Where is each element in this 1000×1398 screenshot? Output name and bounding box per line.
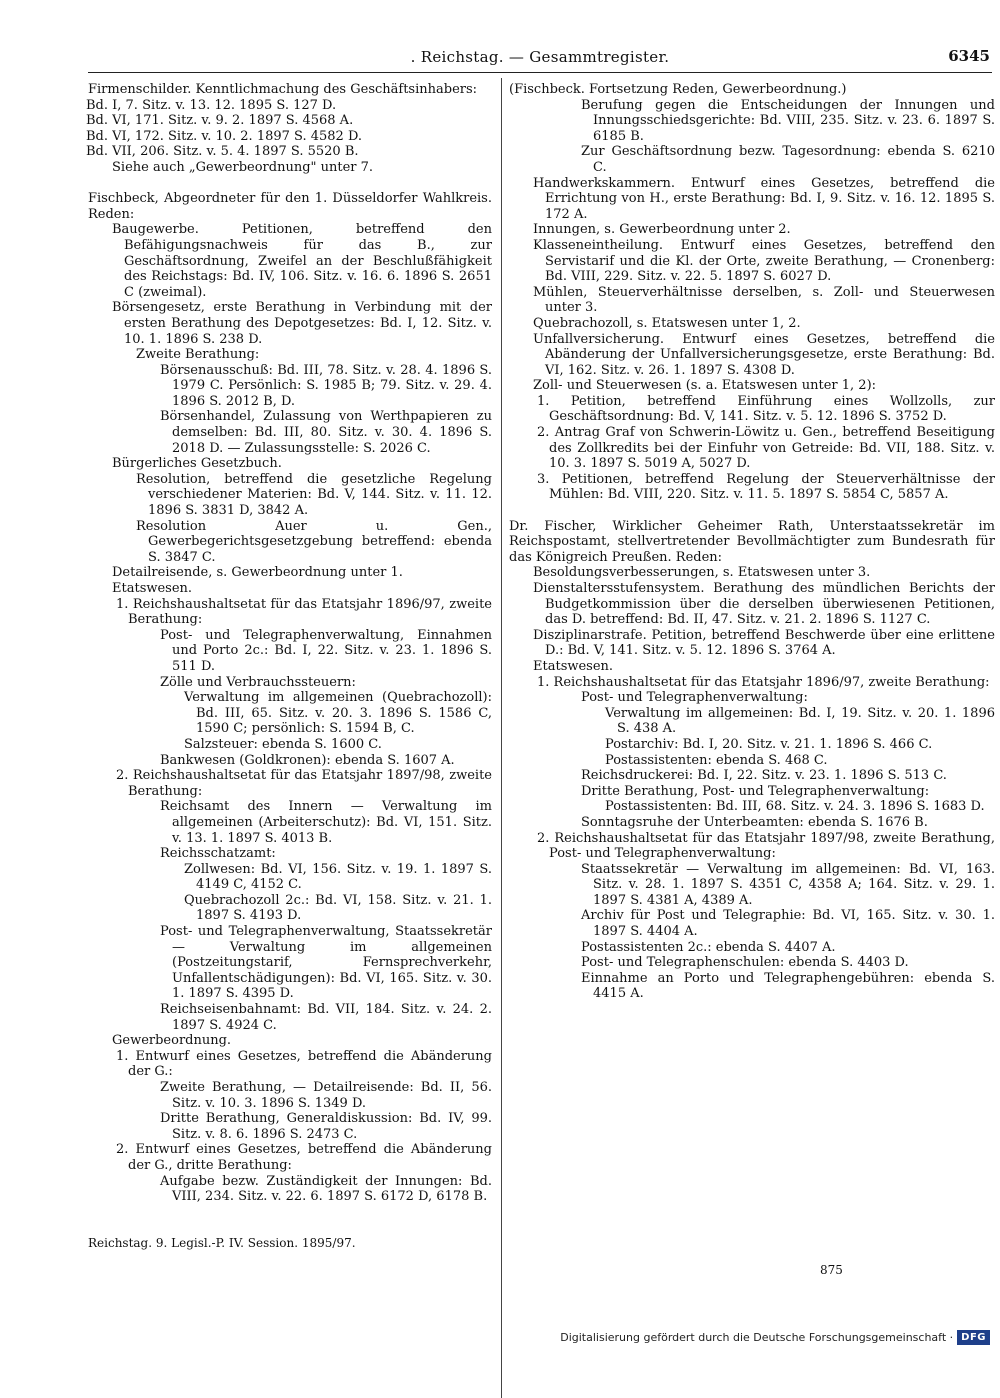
index-entry: Postarchiv: Bd. I, 20. Sitz. v. 21. 1. 1896 S. 466 C.	[605, 736, 933, 752]
index-entry: Klasseneintheilung. Entwurf eines Gesetzes, betreffend den Servistarif und die Kl. der Orte, zweite Berathung, — Cronenberg: Bd. VIII, 229. Sitz. v. 22. 5. 1897 S. 6027 D.	[533, 237, 1000, 285]
index-entry: Quebrachozoll 2c.: Bd. VI, 158. Sitz. v. 21. 1. 1897 S. 4193 D.	[184, 892, 497, 924]
index-entry	[509, 503, 995, 519]
index-entry: 1. Reichshaushaltsetat für das Etatsjahr 1896/97, zweite Berathung:	[537, 674, 990, 690]
index-entry: Bürgerliches Gesetzbuch.	[112, 456, 282, 472]
footer-source: Reichstag. 9. Legisl.-P. IV. Session. 1895/97.	[88, 1236, 356, 1250]
dfg-logo: DFG	[957, 1330, 990, 1345]
index-entry: Etatswesen.	[112, 581, 193, 596]
index-entry: Bd. VI, 172. Sitz. v. 10. 2. 1897 S. 4582 D.	[86, 128, 363, 144]
index-entry: Verwaltung im allgemeinen (Quebrachozoll): Bd. III, 65. Sitz. v. 20. 3. 1896 S. 1586 C, 1590 C; persönlich: S. 1594 B, C.	[184, 690, 497, 737]
index-entry: Reichsschatzamt:	[160, 846, 276, 862]
index-entry: Detailreisende, s. Gewerbeordnung unter 1.	[112, 565, 403, 581]
index-entry: Bd. VII, 206. Sitz. v. 5. 4. 1897 S. 5520 B.	[86, 144, 359, 160]
index-entry: Innungen, s. Gewerbeordnung unter 2.	[533, 222, 791, 238]
index-entry: Sonntagsruhe der Unterbeamten: ebenda S. 1676 B.	[581, 814, 928, 830]
index-entry: Etatswesen.	[533, 658, 614, 674]
index-entry: Bd. VI, 171. Sitz. v. 9. 2. 1897 S. 4568 A.	[86, 113, 354, 129]
index-entry: Dr. Fischer, Wirklicher Geheimer Rath, Unterstaatssekretär im Reichspostamt, stellvertretender Bevollmächtigter zum Bundesrath für das Königreich Preußen. Reden:	[509, 518, 1000, 565]
index-entry: Börsenausschuß: Bd. III, 78. Sitz. v. 28. 4. 1896 S. 1979 C. Persönlich: S. 1985 B; 79. Sitz. v. 29. 4. 1896 S. 2012 B, D.	[160, 362, 497, 409]
index-entry: Reichsamt des Innern — Verwaltung im allgemeinen (Arbeiterschutz): Bd. VI, 151. Sitz. v. 13. 1. 1897 S. 4013 B.	[160, 799, 497, 846]
index-entry: Zweite Berathung, — Detailreisende: Bd. II, 56. Sitz. v. 10. 3. 1896 S. 1349 D.	[160, 1080, 497, 1111]
index-entry: Zölle und Verbrauchssteuern:	[160, 674, 356, 690]
index-entry: (Fischbeck. Fortsetzung Reden, Gewerbeordnung.)	[509, 82, 847, 97]
index-entry: Postassistenten: Bd. III, 68. Sitz. v. 24. 3. 1896 S. 1683 D.	[605, 799, 985, 815]
index-entry: Besoldungsverbesserungen, s. Etatswesen unter 3.	[533, 565, 871, 581]
page-header	[88, 42, 992, 73]
index-entry: Zollwesen: Bd. VI, 156. Sitz. v. 19. 1. 1897 S. 4149 C, 4152 C.	[184, 861, 497, 893]
index-entry: Reichsdruckerei: Bd. I, 22. Sitz. v. 23. 1. 1896 S. 513 C.	[581, 768, 947, 784]
index-entry: Gewerbeordnung.	[112, 1033, 232, 1049]
left-column	[86, 82, 497, 1205]
page-number: 6345	[948, 47, 990, 65]
index-entry: Bankwesen (Goldkronen): ebenda S. 1607 A.	[160, 752, 455, 768]
index-entry: Resolution Auer u. Gen., Gewerbegerichtsgesetzgebung betreffend: ebenda S. 3847 C.	[136, 518, 497, 565]
index-entry: Dritte Berathung, Generaldiskussion: Bd. IV, 99. Sitz. v. 8. 6. 1896 S. 2473 C.	[160, 1111, 497, 1142]
index-entry	[88, 176, 492, 192]
index-entry: Zur Geschäftsordnung bezw. Tagesordnung: ebenda S. 6210 C.	[581, 144, 1000, 175]
index-entry: Mühlen, Steuerverhältnisse derselben, s. Zoll- und Steuerwesen unter 3.	[533, 284, 1000, 316]
index-entry: Siehe auch „Gewerbeordnung" unter 7.	[112, 159, 374, 175]
running-title: . Reichstag. — Gesammtregister.	[410, 48, 670, 66]
index-entry: Resolution, betreffend die gesetzliche Regelung verschiedener Materien: Bd. V, 144. Sitz. v. 11. 12. 1896 S. 3831 D, 3842 A.	[136, 471, 497, 519]
right-column	[509, 82, 1000, 1002]
index-entry: Postassistenten 2c.: ebenda S. 4407 A.	[581, 939, 836, 955]
index-entry: Börsengesetz, erste Berathung in Verbindung mit der ersten Berathung des Depotgesetzes: Bd. I, 12. Sitz. v. 10. 1. 1896 S. 238 D.	[112, 300, 497, 347]
footer-page-number: 875	[820, 1263, 843, 1277]
index-entry: 2. Reichshaushaltsetat für das Etatsjahr 1897/98, zweite Berathung, Post- und Telegraphenverwaltung:	[537, 830, 1000, 862]
index-entry: Einnahme an Porto und Telegraphengebühren: ebenda S. 4415 A.	[581, 970, 1000, 1002]
index-entry: Verwaltung im allgemeinen: Bd. I, 19. Sitz. v. 20. 1. 1896 S. 438 A.	[605, 705, 1000, 737]
index-entry: Fischbeck, Abgeordneter für den 1. Düsseldorfer Wahlkreis. Reden:	[88, 191, 497, 222]
digitization-credit	[560, 1328, 990, 1346]
column-divider	[501, 78, 502, 1398]
index-entry: 1. Petition, betreffend Einführung eines Wollzolls, zur Geschäftsordnung: Bd. V, 141. Sitz. v. 5. 12. 1896 S. 3752 D.	[537, 393, 1000, 425]
index-entry: Baugewerbe. Petitionen, betreffend den Befähigungsnachweis für das B., zur Geschäftsordnung, Zweifel an der Beschlußfähigkeit des Reichstags: Bd. IV, 106. Sitz. v. 16. 6. 1896 S. 2651 C (zweimal).	[112, 222, 497, 300]
index-entry: Börsenhandel, Zulassung von Werthpapieren zu demselben: Bd. III, 80. Sitz. v. 30. 4. 1896 S. 2018 D. — Zulassungsstelle: S. 2026 C.	[160, 409, 497, 456]
index-entry: Quebrachozoll, s. Etatswesen unter 1, 2.	[533, 315, 801, 331]
index-entry: Dienstaltersstufensystem. Berathung des mündlichen Berichts der Budgetkommission über die derselben überwiesenen Petitionen, das D. betreffend: Bd. II, 47. Sitz. v. 21. 2. 1896 S. 1127 C.	[533, 581, 1000, 628]
index-entry: Dritte Berathung, Post- und Telegraphenverwaltung:	[581, 783, 930, 799]
index-entry: Reichseisenbahnamt: Bd. VII, 184. Sitz. v. 24. 2. 1897 S. 4924 C.	[160, 1002, 497, 1033]
index-entry: Zoll- und Steuerwesen (s. a. Etatswesen unter 1, 2):	[533, 378, 877, 394]
index-entry: 1. Entwurf eines Gesetzes, betreffend die Abänderung der G.:	[116, 1048, 497, 1080]
index-entry: Salzsteuer: ebenda S. 1600 C.	[184, 736, 382, 752]
index-entry: Handwerkskammern. Entwurf eines Gesetzes, betreffend die Errichtung von H., erste Berathung: Bd. I, 9. Sitz. v. 16. 12. 1895 S. 172 A.	[533, 175, 1000, 222]
index-entry: Post- und Telegraphenverwaltung:	[581, 690, 808, 706]
index-entry: Firmenschilder. Kenntlichmachung des Geschäftsinhabers:	[88, 82, 478, 97]
index-entry: 1. Reichshaushaltsetat für das Etatsjahr 1896/97, zweite Berathung:	[116, 596, 497, 628]
index-entry: Postassistenten: ebenda S. 468 C.	[605, 752, 828, 768]
index-entry: 3. Petitionen, betreffend Regelung der Steuerverhältnisse der Mühlen: Bd. VIII, 220. Sitz. v. 11. 5. 1897 S. 5854 C, 5857 A.	[537, 471, 1000, 503]
index-entry: Zweite Berathung:	[136, 347, 260, 363]
index-entry: Aufgabe bezw. Zuständigkeit der Innungen: Bd. VIII, 234. Sitz. v. 22. 6. 1897 S. 6172 D, 6178 B.	[160, 1173, 497, 1205]
index-entry: Unfallversicherung. Entwurf eines Gesetzes, betreffend die Abänderung der Unfallversicherungsgesetze, erste Berathung: Bd. VI, 162. Sitz. v. 26. 1. 1897 S. 4308 D.	[533, 331, 1000, 378]
index-entry: Post- und Telegraphenschulen: ebenda S. 4403 D.	[581, 955, 909, 971]
index-entry: 2. Antrag Graf von Schwerin-Löwitz u. Gen., betreffend Beseitigung des Zollkredits bei der Einfuhr von Getreide: Bd. VII, 188. Sitz. v. 10. 3. 1897 S. 5019 A, 5027 D.	[537, 425, 1000, 472]
index-entry: Disziplinarstrafe. Petition, betreffend Beschwerde über eine erlittene D.: Bd. V, 141. Sitz. v. 5. 12. 1896 S. 3764 A.	[533, 627, 1000, 659]
index-entry: 2. Entwurf eines Gesetzes, betreffend die Abänderung der G., dritte Berathung:	[116, 1142, 497, 1173]
index-entry: Archiv für Post und Telegraphie: Bd. VI, 165. Sitz. v. 30. 1. 1897 S. 4404 A.	[581, 908, 1000, 940]
index-entry: Post- und Telegraphenverwaltung, Einnahmen und Porto 2c.: Bd. I, 22. Sitz. v. 23. 1. 1896 S. 511 D.	[160, 627, 497, 674]
index-entry: Post- und Telegraphenverwaltung, Staatssekretär — Verwaltung im allgemeinen (Postzeitungstarif, Fernsprechverkehr, Unfallentschädigungen): Bd. VI, 165. Sitz. v. 30. 1. 1897 S. 4395 D.	[160, 924, 497, 1002]
index-entry: Berufung gegen die Entscheidungen der Innungen und Innungsschiedsgerichte: Bd. VIII, 235. Sitz. v. 23. 6. 1897 S. 6185 B.	[581, 97, 1000, 144]
credit-text: Digitalisierung gefördert durch die Deutsche Forschungsgemeinschaft ·	[560, 1330, 954, 1344]
index-entry: 2. Reichshaushaltsetat für das Etatsjahr 1897/98, zweite Berathung:	[116, 768, 497, 799]
index-entry: Bd. I, 7. Sitz. v. 13. 12. 1895 S. 127 D.	[86, 97, 337, 113]
index-entry: Staatssekretär — Verwaltung im allgemeinen: Bd. VI, 163. Sitz. v. 28. 1. 1897 S. 4351 C, 4358 A; 164. Sitz. v. 29. 1. 1897 S. 4381 A, 4389 A.	[581, 861, 1000, 908]
